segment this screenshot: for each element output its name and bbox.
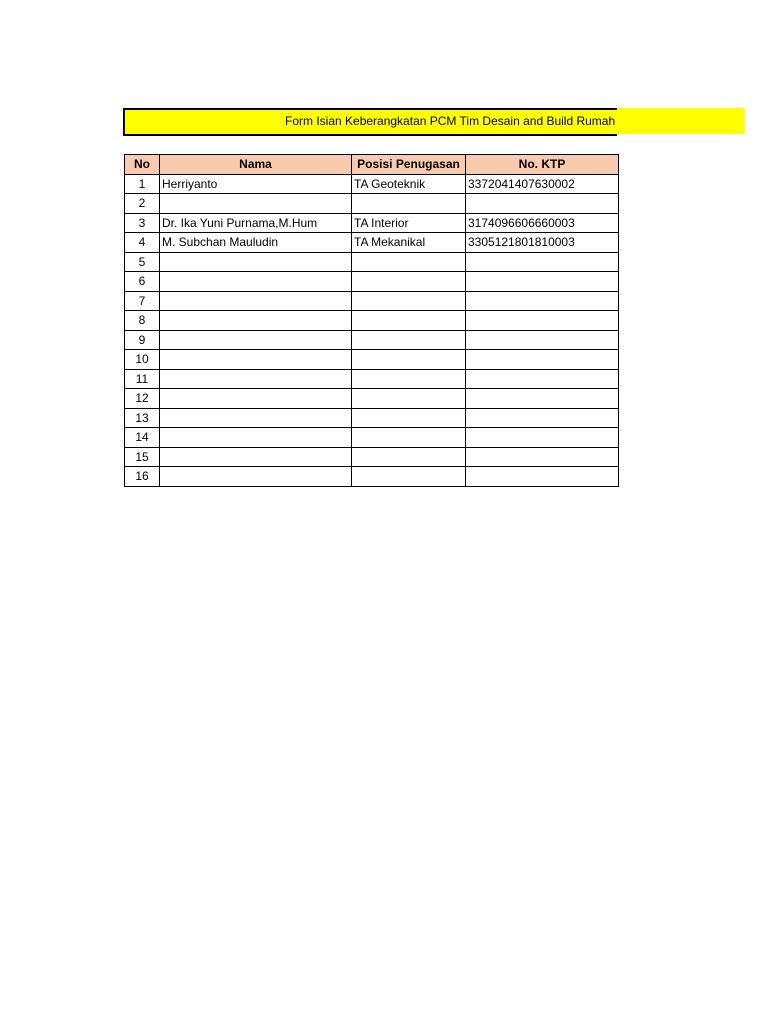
cell-nama[interactable] (160, 350, 352, 370)
cell-nama[interactable] (160, 389, 352, 409)
table-row (125, 369, 619, 389)
table-row (125, 291, 619, 311)
cell-ktp[interactable] (466, 350, 619, 370)
cell-posisi[interactable] (352, 194, 466, 214)
cell-no[interactable]: 15 (125, 447, 160, 467)
header-nama[interactable]: Nama (160, 155, 352, 175)
header-ktp[interactable]: No. KTP (466, 155, 619, 175)
table-row (125, 311, 619, 331)
cell-posisi[interactable]: TA Geoteknik (352, 174, 466, 194)
table-row (125, 194, 619, 214)
table-row (125, 330, 619, 350)
cell-nama[interactable]: M. Subchan Mauludin (160, 233, 352, 253)
header-no[interactable]: No (125, 155, 160, 175)
cell-posisi[interactable] (352, 272, 466, 292)
roster-table (124, 154, 619, 487)
cell-ktp[interactable] (466, 252, 619, 272)
cell-nama[interactable] (160, 408, 352, 428)
cell-ktp[interactable]: 3305121801810003 (466, 233, 619, 253)
cell-posisi[interactable]: TA Mekanikal (352, 233, 466, 253)
table-row (125, 389, 619, 409)
table-row (125, 447, 619, 467)
table-row (125, 408, 619, 428)
cell-posisi[interactable] (352, 252, 466, 272)
cell-ktp[interactable]: 3372041407630002 (466, 174, 619, 194)
header-row (125, 155, 619, 175)
table-row (125, 428, 619, 448)
table-row (125, 272, 619, 292)
cell-nama[interactable] (160, 291, 352, 311)
cell-posisi[interactable] (352, 369, 466, 389)
cell-posisi[interactable] (352, 447, 466, 467)
cell-ktp[interactable] (466, 272, 619, 292)
cell-nama[interactable] (160, 447, 352, 467)
cell-posisi[interactable] (352, 291, 466, 311)
cell-posisi[interactable] (352, 330, 466, 350)
cell-ktp[interactable] (466, 389, 619, 409)
cell-no[interactable]: 3 (125, 213, 160, 233)
cell-ktp[interactable] (466, 194, 619, 214)
cell-no[interactable]: 14 (125, 428, 160, 448)
cell-nama[interactable] (160, 467, 352, 487)
cell-no[interactable]: 10 (125, 350, 160, 370)
cell-no[interactable]: 6 (125, 272, 160, 292)
cell-ktp[interactable] (466, 311, 619, 331)
cell-ktp[interactable] (466, 291, 619, 311)
cell-nama[interactable] (160, 311, 352, 331)
cell-no[interactable]: 4 (125, 233, 160, 253)
cell-posisi[interactable] (352, 350, 466, 370)
cell-posisi[interactable] (352, 467, 466, 487)
cell-ktp[interactable] (466, 330, 619, 350)
cell-nama[interactable] (160, 252, 352, 272)
cell-nama[interactable] (160, 330, 352, 350)
cell-no[interactable]: 16 (125, 467, 160, 487)
header-posisi[interactable]: Posisi Penugasan (352, 155, 466, 175)
table-row (125, 467, 619, 487)
cell-nama[interactable]: Dr. Ika Yuni Purnama,M.Hum (160, 213, 352, 233)
cell-nama[interactable] (160, 194, 352, 214)
cell-ktp[interactable] (466, 447, 619, 467)
cell-nama[interactable] (160, 369, 352, 389)
cell-nama[interactable]: Herriyanto (160, 174, 352, 194)
cell-no[interactable]: 11 (125, 369, 160, 389)
cell-posisi[interactable] (352, 428, 466, 448)
cell-nama[interactable] (160, 272, 352, 292)
cell-no[interactable]: 7 (125, 291, 160, 311)
title-cell[interactable] (123, 108, 617, 136)
form-title: Form Isian Keberangkatan PCM Tim Desain and Build Rumah (285, 114, 616, 128)
cell-ktp[interactable] (466, 428, 619, 448)
cell-posisi[interactable]: TA Interior (352, 213, 466, 233)
cell-posisi[interactable] (352, 311, 466, 331)
cell-no[interactable]: 13 (125, 408, 160, 428)
cell-ktp[interactable] (466, 408, 619, 428)
cell-no[interactable]: 2 (125, 194, 160, 214)
cell-ktp[interactable] (466, 369, 619, 389)
table-row (125, 213, 619, 233)
cell-no[interactable]: 9 (125, 330, 160, 350)
cell-nama[interactable] (160, 428, 352, 448)
table-row (125, 252, 619, 272)
cell-no[interactable]: 1 (125, 174, 160, 194)
table-row (125, 350, 619, 370)
cell-ktp[interactable]: 3174096606660003 (466, 213, 619, 233)
cell-no[interactable]: 8 (125, 311, 160, 331)
table-row (125, 233, 619, 253)
cell-posisi[interactable] (352, 389, 466, 409)
cell-ktp[interactable] (466, 467, 619, 487)
cell-no[interactable]: 12 (125, 389, 160, 409)
cell-posisi[interactable] (352, 408, 466, 428)
table-row (125, 174, 619, 194)
cell-no[interactable]: 5 (125, 252, 160, 272)
